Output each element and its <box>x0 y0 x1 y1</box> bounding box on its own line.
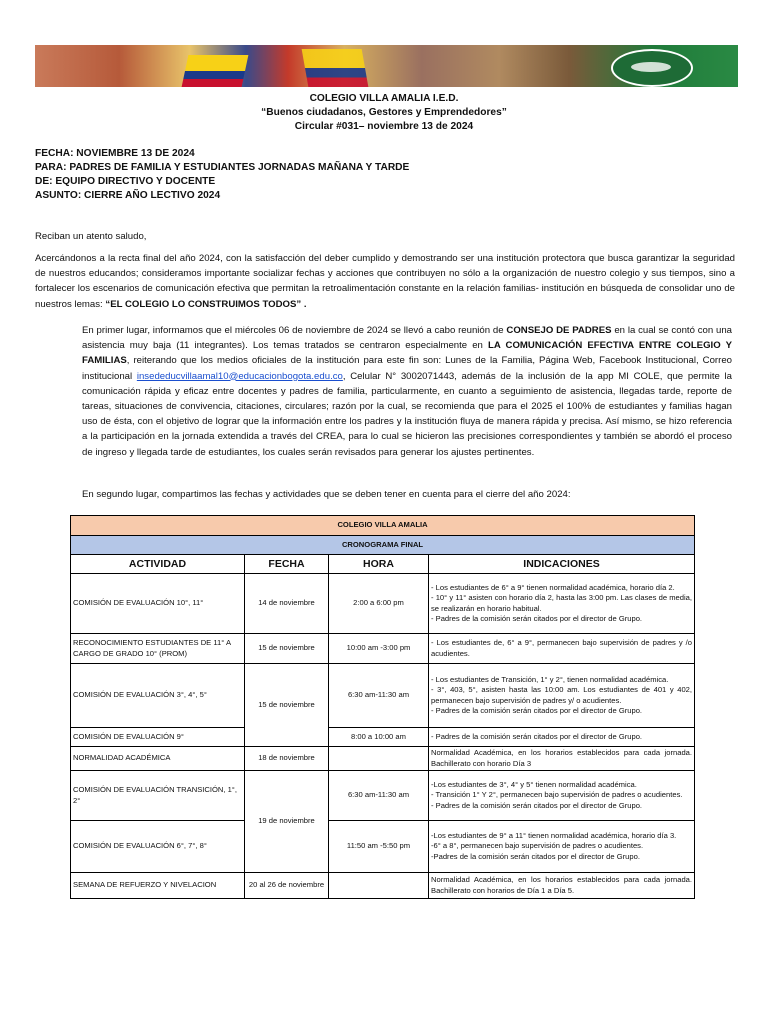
cell-actividad: RECONOCIMIENTO ESTUDIANTES DE 11° A CARGO DE GRADO 10° (PROM) <box>71 634 245 664</box>
indication-line: - Los estudiantes de 6° a 9° tienen normalidad académica, horario día 2. <box>431 583 675 593</box>
p2-text-a: En primer lugar, informamos que el miércoles 06 de noviembre de 2024 se llevó a cabo reunión de <box>82 325 507 336</box>
table-row <box>71 634 695 664</box>
comunicacion-efectiva: LA COMUNICACIÓN EFECTIVA ENTRE COLEGIO Y FAMILIAS <box>82 340 732 367</box>
p2-text-c: en la cual se contó con una asistencia muy baja (11 integrantes). Los temas tratados se centraron especialmente en <box>82 325 732 352</box>
second-paragraph: En segundo lugar, compartimos las fechas y actividades que se deben tener en cuenta para el cierre del año 2024: <box>82 489 571 500</box>
p2-text-e: , reiterando que los medios oficiales de la institución para este fin son: Lunes de la Familia, Página Web, Facebook Institucional, Correo institucional <box>82 355 732 382</box>
greeting: Reciban un atento saludo, <box>35 231 147 242</box>
cell-indicaciones <box>429 821 695 873</box>
school-name: COLEGIO VILLA AMALIA I.E.D. <box>309 93 459 104</box>
cell-actividad: SEMANA DE REFUERZO Y NIVELACION <box>71 873 245 899</box>
table-row <box>71 664 695 728</box>
intro-text: Acercándonos a la recta final del año 2024, con la satisfacción del deber cumplido y demostrando ser una institución protectora que busca garantizar la seguridad de nuestros educandos; consideramos importante socializar fechas y acciones que contribuyen no sólo a la organización de nuestro colegio y sus tiempos, sino a fortalecer los escenarios de comunicación efectiva que permitan la retroalimentación constante en la relación familias- institución en búsqueda de consolidar uno de nuestros lemas: <box>35 253 735 310</box>
indication-line: - Padres de la comisión serán citados por el director de Grupo. <box>431 800 643 810</box>
indication-line: - Padres de la comisión serán citados por el director de Grupo. <box>431 705 643 715</box>
flag-graphic <box>182 55 249 87</box>
table-subtitle: CRONOGRAMA FINAL <box>71 536 695 555</box>
cell-indicaciones <box>429 873 695 899</box>
cell-indicaciones <box>429 574 695 634</box>
table-row <box>71 821 695 873</box>
indication-line: - Padres de la comisión serán citados por el director de Grupo. <box>431 731 643 741</box>
indication-line: Normalidad Académica, en los horarios establecidos para cada jornada. Bachillerato con horario Día 3 <box>431 748 693 768</box>
indication-line: -Los estudiantes de 3°, 4° y 5° tienen normalidad académica. <box>431 780 637 790</box>
cell-fecha: 14 de noviembre <box>245 574 329 634</box>
cronograma-table <box>70 515 695 899</box>
indication-line: -Los estudiantes de 9° a 11° tienen normalidad académica, horario día 3. <box>431 831 677 841</box>
cell-fecha: 15 de noviembre <box>245 664 329 747</box>
cell-hora: 8:00 a 10:00 am <box>329 728 429 747</box>
indication-line: -Padres de la comisión serán citados por el director de Grupo. <box>431 851 640 861</box>
indication-line: - Los estudiantes de, 6° a 9°, permanecen bajo supervisión de padres y /o acudientes. <box>431 638 693 658</box>
p2-text-f: , Celular N° 3002071443, además de la inclusión de la app MI COLE, que permite la comunicación rápida y eficaz entre docentes y padres de familia, particularmente, en cuanto a seguimiento de asistencia, llegadas tarde, reporte de tareas, situaciones de convivencia, citaciones, circulares; razón por la cual, se recomienda que para el 2025 el 100% de estudiantes y familias hagan uso de ésta, con el objetivo de lograr que la información entre los padres y la institución fluya de manera rápida y precisa. Así mismo, se hizo referencia a la participación en la jornada extendida a través del CREA, para lo cual se hicieron las precisiones correspondientes y también se abordó el proceso de ingreso y llegada tarde de estudiantes, los cuales serán revisados para generar los ajustes pertinentes. <box>82 370 733 458</box>
first-paragraph <box>82 323 732 460</box>
table-row <box>71 771 695 821</box>
cell-hora <box>329 873 429 899</box>
indication-line: -6° a 8°, permanecen bajo supervisión de padres o acudientes. <box>431 841 644 851</box>
school-motto: “Buenos ciudadanos, Gestores y Emprendedores” <box>261 107 507 118</box>
school-lemma: “EL COLEGIO LO CONSTRUIMOS TODOS” . <box>105 298 307 310</box>
cell-hora: 6:30 am-11:30 am <box>329 664 429 728</box>
table-row <box>71 747 695 771</box>
para-line: PARA: PADRES DE FAMILIA Y ESTUDIANTES JORNADAS MAÑANA Y TARDE <box>35 162 410 173</box>
col-header-actividad: ACTIVIDAD <box>71 555 245 574</box>
indication-line: Normalidad Académica, en los horarios establecidos para cada jornada. Bachillerato con horarios de Día 1 a Día 5. <box>431 875 693 895</box>
cell-actividad: COMISIÓN DE EVALUACIÓN 9° <box>71 728 245 747</box>
indication-line: - Transición 1° Y 2°, permanecen bajo supervisión de padres o acudientes. <box>431 790 683 800</box>
cell-fecha: 20 al 26 de noviembre <box>245 873 329 899</box>
asunto-line: ASUNTO: CIERRE AÑO LECTIVO 2024 <box>35 190 221 201</box>
header-banner <box>35 45 738 87</box>
cell-hora: 11:50 am -5:50 pm <box>329 821 429 873</box>
cell-hora: 10:00 am -3:00 pm <box>329 634 429 664</box>
col-header-fecha: FECHA <box>245 555 329 574</box>
cell-hora: 2:00 a 6:00 pm <box>329 574 429 634</box>
indication-line: - 3°, 403, 5°, asisten hasta las 10:00 am. Los estudiantes de 401 y 402, permanecen bajo supervisión de padres y/ o acudientes. <box>431 685 693 705</box>
table-row <box>71 873 695 899</box>
cell-fecha: 18 de noviembre <box>245 747 329 771</box>
institutional-email-link[interactable]: insededucvillaamal10@educacionbogota.edu.co <box>136 370 343 382</box>
table-title: COLEGIO VILLA AMALIA <box>71 516 695 536</box>
cell-hora: 6:30 am-11:30 am <box>329 771 429 821</box>
fecha-line: FECHA: NOVIEMBRE 13 DE 2024 <box>35 148 195 159</box>
indication-line: - Padres de la comisión serán citados por el director de Grupo. <box>431 613 643 623</box>
indication-line: - Los estudiantes de Transición, 1° y 2°, tienen normalidad académica. <box>431 675 669 685</box>
intro-paragraph <box>35 251 735 312</box>
cell-indicaciones <box>429 728 695 747</box>
cell-actividad: NORMALIDAD ACADÉMICA <box>71 747 245 771</box>
cell-actividad: COMISIÓN DE EVALUACIÓN 10°, 11° <box>71 574 245 634</box>
cell-fecha: 19 de noviembre <box>245 771 329 873</box>
table-row <box>71 574 695 634</box>
cell-indicaciones <box>429 747 695 771</box>
de-line: DE: EQUIPO DIRECTIVO Y DOCENTE <box>35 176 216 187</box>
table-row <box>71 728 695 747</box>
cell-hora <box>329 747 429 771</box>
consejo-de-padres: CONSEJO DE PADRES <box>506 325 612 336</box>
cell-indicaciones <box>429 634 695 664</box>
flag-graphic <box>302 49 369 87</box>
cell-actividad: COMISIÓN DE EVALUACIÓN 3°, 4°, 5° <box>71 664 245 728</box>
school-logo <box>611 49 693 87</box>
indication-line: - 10° y 11° asisten con horario día 2, hasta las 3:00 pm. Las clases de media, se realizarán en horario habitual. <box>431 593 693 613</box>
cell-indicaciones <box>429 664 695 728</box>
col-header-indicaciones: INDICACIONES <box>429 555 695 574</box>
cell-indicaciones <box>429 771 695 821</box>
col-header-hora: HORA <box>329 555 429 574</box>
cell-fecha: 15 de noviembre <box>245 634 329 664</box>
cell-actividad: COMISIÓN DE EVALUACIÓN TRANSICIÓN, 1°, 2° <box>71 771 245 821</box>
cell-actividad: COMISIÓN DE EVALUACIÓN 6°, 7°, 8° <box>71 821 245 873</box>
circular-number: Circular #031– noviembre 13 de 2024 <box>294 121 474 132</box>
